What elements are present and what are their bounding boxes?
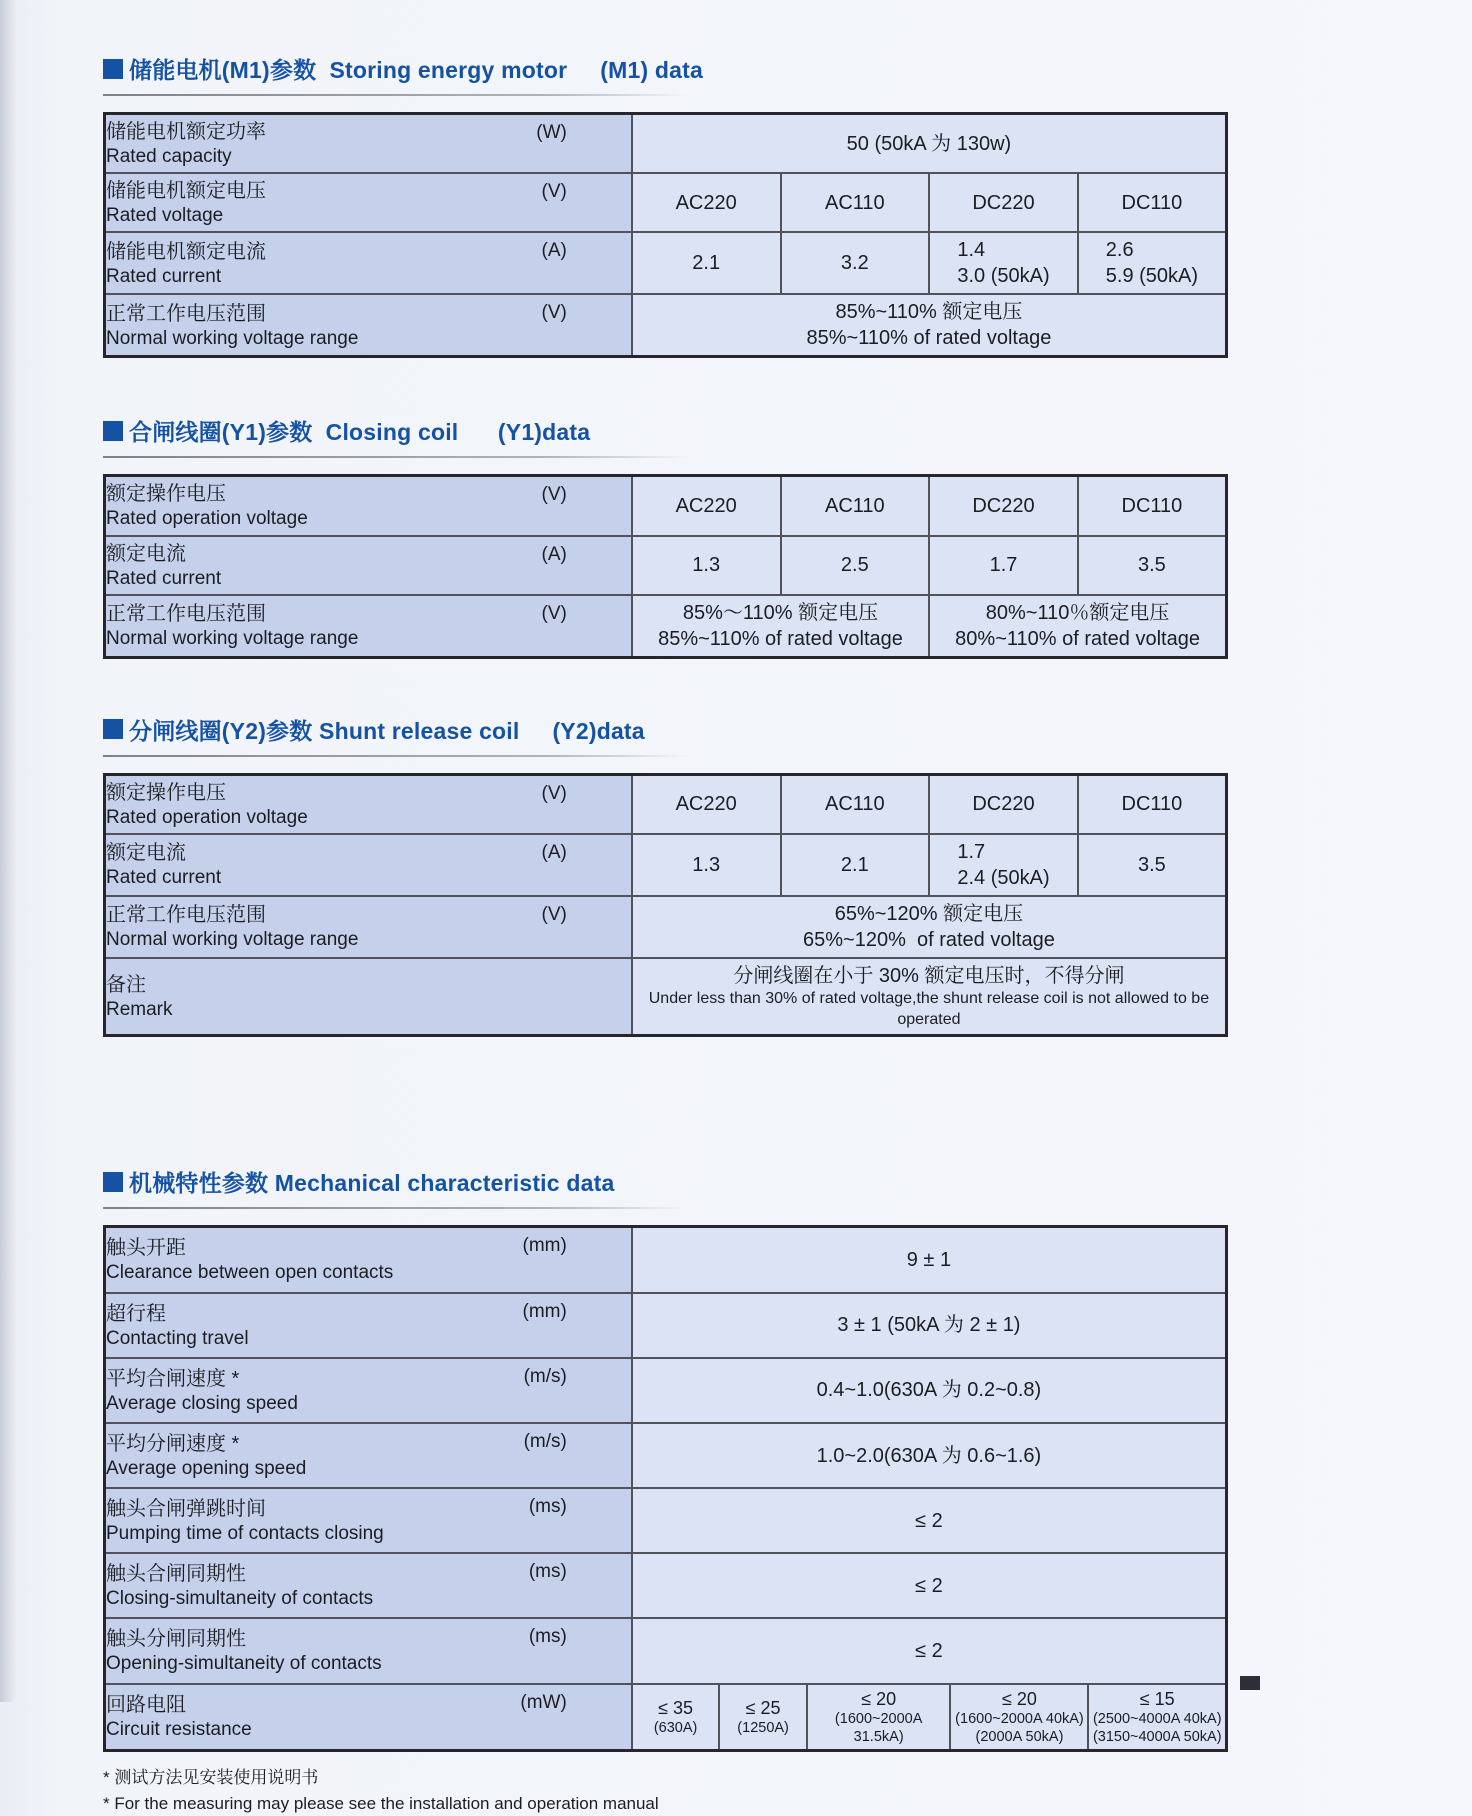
label-zh: 平均分闸速度 * [106, 1432, 240, 1455]
unit-label: (V) [541, 602, 567, 624]
value-cell [929, 595, 1226, 658]
label-cell [105, 1293, 632, 1358]
value-text: 1.7 [989, 554, 1018, 577]
unit-label: (V) [541, 302, 567, 324]
footnote-zh: * 测试方法见安装使用说明书 [103, 1768, 319, 1788]
unit-label: (ms) [528, 1561, 567, 1583]
label-zh: 触头合闸同期性 [106, 1563, 246, 1586]
label-cell [105, 536, 632, 595]
label-cell [105, 476, 632, 536]
unit-label: (mW) [520, 1691, 567, 1713]
value-cell [781, 834, 930, 896]
value-text: DC110 [1121, 793, 1183, 816]
value-cell [632, 1618, 1227, 1683]
value-text: ≤ 15 [1139, 1688, 1175, 1709]
value-text: 85%~110% of rated voltage [658, 627, 903, 650]
value-stack [957, 839, 1049, 891]
heading-square-icon [103, 59, 123, 79]
table-row [105, 294, 1227, 357]
remark-en: Under less than 30% of rated voltage,the shunt release coil is not allowed to be operated [648, 989, 1214, 1028]
value-text: 85%~110% of rated voltage [806, 327, 1052, 350]
section-heading [103, 52, 1228, 85]
table-row [105, 1488, 1227, 1553]
table-row [105, 476, 1227, 536]
value-text: 1.0~2.0(630A 为 0.6~1.6) [816, 1444, 1042, 1467]
label-cell [105, 232, 632, 294]
table-row [105, 1618, 1227, 1683]
table-row [105, 595, 1227, 658]
motor-data-table [103, 112, 1228, 358]
label-zh: 储能电机额定电压 [106, 180, 266, 203]
value-text: 2.4 (50kA) [957, 866, 1050, 889]
label-zh: 储能电机额定电流 [106, 240, 266, 263]
value-cell [632, 476, 781, 536]
table-row [105, 1684, 1227, 1751]
value-text: 1.3 [692, 554, 721, 577]
value-text: ≤ 20 [861, 1688, 897, 1709]
unit-label: (W) [536, 122, 567, 143]
value-text: 0.4~1.0(630A 为 0.2~0.8) [816, 1379, 1042, 1402]
page-content [103, 0, 1228, 1816]
label-zh: 备注 [106, 974, 146, 997]
value-cell [632, 896, 1227, 958]
value-cell [632, 834, 781, 896]
value-text: 50 (50kA 为 130w) [846, 132, 1012, 155]
label-zh: 正常工作电压范围 [106, 302, 266, 325]
unit-label: (A) [541, 543, 567, 565]
value-text: 3.0 (50kA) [957, 265, 1050, 288]
unit-label: (mm) [522, 1300, 567, 1322]
value-cell [632, 1553, 1227, 1618]
label-zh: 触头开距 [106, 1237, 186, 1260]
value-cell [1078, 774, 1227, 834]
heading-rule [103, 94, 688, 96]
value-cell [632, 1358, 1227, 1423]
shunt-release-table [103, 773, 1228, 1038]
value-text: DC220 [972, 191, 1035, 214]
label-cell [105, 595, 632, 658]
value-cell [781, 232, 930, 294]
table-row [105, 536, 1227, 595]
label-zh: 额定操作电压 [106, 781, 226, 804]
table-row [105, 834, 1227, 896]
value-cell [1078, 476, 1227, 536]
unit-label: (m/s) [523, 1365, 567, 1387]
heading-square-icon [103, 719, 123, 739]
label-en: Remark [106, 999, 173, 1021]
unit-label: (A) [541, 841, 567, 863]
label-en: Rated operation voltage [106, 806, 308, 828]
value-text: AC220 [675, 494, 737, 517]
value-subtext: (1250A) [737, 1720, 789, 1737]
value-cell [929, 774, 1078, 834]
heading-square-icon [103, 1172, 123, 1192]
value-cell [632, 1293, 1227, 1358]
value-cell [1078, 834, 1227, 896]
value-text: 80%~110％额定电压 [985, 601, 1170, 624]
value-subtext: (1600~2000A 40kA) [955, 1711, 1084, 1728]
remark-zh: 分闸线圈在小于 30% 额定电压时，不得分闸 [733, 964, 1125, 987]
value-text: 2.5 [840, 554, 869, 577]
label-cell [105, 173, 632, 232]
value-cell [632, 294, 1227, 357]
value-cell [632, 595, 929, 658]
label-cell [105, 294, 632, 357]
unit-label: (V) [541, 903, 567, 925]
label-cell [105, 834, 632, 896]
value-text: AC110 [824, 494, 885, 517]
label-cell [105, 114, 632, 174]
value-cell [632, 114, 1227, 174]
label-zh: 正常工作电压范围 [106, 904, 266, 927]
section-heading [103, 713, 1228, 746]
value-text: AC110 [824, 793, 885, 816]
value-cell [929, 232, 1078, 294]
unit-label: (V) [541, 181, 567, 203]
value-cell [719, 1684, 807, 1751]
value-text: 5.9 (50kA) [1105, 265, 1199, 288]
label-zh: 触头合闸弹跳时间 [106, 1498, 266, 1521]
value-cell [781, 774, 930, 834]
label-en: Rated operation voltage [106, 508, 308, 530]
section-storing-energy-motor [103, 52, 1228, 358]
label-zh: 正常工作电压范围 [106, 603, 266, 626]
value-cell [929, 173, 1078, 232]
value-text: 1.7 [957, 840, 986, 863]
value-cell [632, 232, 781, 294]
label-en: Normal working voltage range [106, 929, 359, 951]
value-text: 85%～110% 额定电压 [682, 601, 879, 624]
section-title: 分闸线圈(Y2)参数 Shunt release coil (Y2)data [129, 717, 645, 744]
value-text: ≤ 2 [915, 1640, 943, 1663]
value-text: 3.2 [840, 252, 869, 275]
value-cell [1078, 536, 1227, 595]
label-cell [105, 1618, 632, 1683]
heading-rule [103, 456, 688, 458]
value-cell [781, 476, 930, 536]
value-text: AC110 [824, 191, 885, 214]
value-cell [632, 1488, 1227, 1553]
label-cell [105, 896, 632, 958]
value-text: 80%~110% of rated voltage [955, 627, 1200, 650]
table-row [105, 896, 1227, 958]
table-row [105, 958, 1227, 1036]
label-en: Clearance between open contacts [106, 1262, 394, 1284]
value-cell [632, 536, 781, 595]
table-row [105, 1553, 1227, 1618]
unit-label: (A) [541, 240, 567, 262]
label-en: Average opening speed [106, 1457, 307, 1479]
label-cell [105, 1423, 632, 1488]
label-en: Rated voltage [106, 205, 224, 227]
label-zh: 储能电机额定功率 [106, 121, 266, 143]
value-text: DC110 [1121, 191, 1183, 214]
label-zh: 额定操作电压 [106, 483, 226, 506]
label-en: Pumping time of contacts closing [106, 1523, 384, 1545]
label-zh: 回路电阻 [106, 1694, 186, 1717]
table-row [105, 173, 1227, 232]
value-stack [957, 237, 1049, 289]
value-cell [781, 536, 930, 595]
label-cell [105, 1553, 632, 1618]
value-text: DC220 [972, 793, 1035, 816]
table-row [105, 1293, 1227, 1358]
value-cell [1078, 173, 1227, 232]
heading-rule [103, 1207, 688, 1209]
label-en: Circuit resistance [106, 1719, 252, 1741]
label-en: Opening-simultaneity of contacts [106, 1653, 382, 1675]
label-en: Closing-simultaneity of contacts [106, 1588, 374, 1610]
value-text: 65%~120% of rated voltage [802, 928, 1055, 951]
value-text: 1.4 [957, 239, 986, 262]
label-cell [105, 1227, 632, 1293]
value-cell [929, 536, 1078, 595]
unit-label: (V) [541, 782, 567, 804]
value-cell [632, 958, 1227, 1036]
footnotes [103, 1765, 1228, 1816]
label-en: Rated current [106, 867, 222, 889]
value-text: ≤ 20 [1002, 1688, 1037, 1709]
value-text: 2.1 [692, 252, 721, 275]
section-title: 储能电机(M1)参数 Storing energy motor (M1) data [129, 57, 704, 83]
table-row [105, 232, 1227, 294]
label-en: Average closing speed [106, 1392, 298, 1414]
footnote-en: * For the measuring may please see the installation and operation manual [103, 1793, 659, 1813]
section-shunt-release-coil [103, 713, 1228, 1038]
label-zh: 触头分闸同期性 [106, 1628, 246, 1651]
unit-label: (V) [541, 484, 567, 506]
value-text: ≤ 35 [658, 1697, 694, 1718]
value-text: ≤ 2 [915, 1509, 943, 1532]
value-text: AC220 [675, 191, 737, 214]
value-text: 65%~120% 额定电压 [834, 902, 1024, 925]
label-en: Normal working voltage range [106, 628, 359, 650]
value-subtext: (2500~4000A 40kA) [1092, 1711, 1222, 1728]
value-text: 2.1 [840, 853, 869, 876]
value-cell [1078, 232, 1227, 294]
value-text: DC110 [1121, 494, 1183, 517]
value-subtext: (3150~4000A 50kA) [1092, 1729, 1222, 1746]
value-cell [632, 1684, 720, 1751]
value-text: AC220 [675, 793, 737, 816]
value-text: ≤ 2 [915, 1574, 943, 1597]
heading-square-icon [103, 421, 123, 441]
value-text: 3 ± 1 (50kA 为 2 ± 1) [837, 1314, 1021, 1337]
label-zh: 超行程 [106, 1302, 166, 1325]
heading-rule [103, 755, 688, 757]
page-corner-mark [1240, 1676, 1260, 1690]
label-zh: 平均合闸速度 * [106, 1367, 240, 1390]
section-heading [103, 1165, 1228, 1198]
unit-label: (ms) [528, 1496, 567, 1518]
table-row [105, 774, 1227, 834]
value-text: DC220 [972, 494, 1035, 517]
label-en: Rated current [106, 265, 222, 287]
unit-label: (m/s) [523, 1430, 567, 1452]
value-text: 9 ± 1 [906, 1249, 952, 1272]
value-text: ≤ 25 [745, 1697, 781, 1718]
label-en: Rated current [106, 567, 222, 589]
label-zh: 额定电流 [106, 542, 186, 565]
table-row [105, 114, 1227, 174]
section-mechanical-data [103, 1165, 1228, 1752]
value-cell [632, 1227, 1227, 1293]
label-cell [105, 774, 632, 834]
value-cell [632, 173, 781, 232]
label-cell [105, 1358, 632, 1423]
value-cell [781, 173, 930, 232]
value-cell [632, 774, 781, 834]
value-stack [1106, 237, 1198, 289]
label-cell [105, 1488, 632, 1553]
section-closing-coil [103, 414, 1228, 658]
label-en: Contacting travel [106, 1327, 249, 1349]
table-row [105, 1358, 1227, 1423]
closing-coil-table [103, 474, 1228, 658]
value-text: 3.5 [1138, 554, 1166, 577]
value-cell [929, 476, 1078, 536]
mechanical-data-table [103, 1225, 1228, 1752]
section-title: 机械特性参数 Mechanical characteristic data [129, 1170, 615, 1197]
table-row [105, 1423, 1227, 1488]
value-cell [632, 1423, 1227, 1488]
value-cell [929, 834, 1078, 896]
label-cell [105, 1684, 632, 1751]
value-subtext: (1600~2000A 31.5kA) [834, 1711, 927, 1746]
value-text: 3.5 [1138, 853, 1166, 876]
value-subtext: (2000A 50kA) [975, 1729, 1064, 1746]
label-zh: 额定电流 [106, 842, 186, 865]
value-text: 2.6 [1105, 239, 1134, 262]
table-row [105, 1227, 1227, 1293]
label-en: Normal working voltage range [106, 327, 359, 349]
value-subtext: (630A) [653, 1720, 698, 1737]
value-text: 85%~110% 额定电压 [835, 301, 1023, 324]
value-text: 1.3 [692, 853, 721, 876]
value-cell [1088, 1684, 1226, 1751]
label-en: Rated capacity [106, 146, 232, 167]
value-cell [807, 1684, 951, 1751]
unit-label: (mm) [522, 1235, 567, 1257]
section-title: 合闸线圈(Y1)参数 Closing coil (Y1)data [129, 419, 591, 446]
value-cell [950, 1684, 1088, 1751]
unit-label: (ms) [528, 1626, 567, 1648]
label-cell [105, 958, 632, 1036]
section-heading [103, 414, 1228, 447]
